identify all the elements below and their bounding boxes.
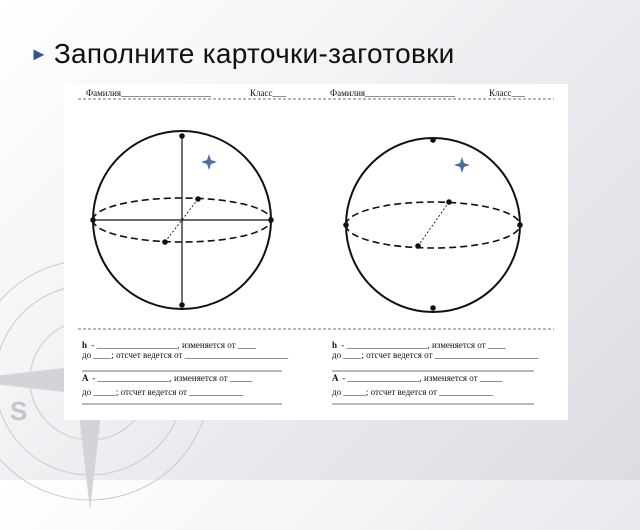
nadir-point bbox=[430, 305, 436, 311]
title-text: Заполните карточки-заготовки bbox=[53, 38, 455, 69]
card-2-a-text: - ________________, изменяется от _____ bbox=[340, 373, 503, 383]
south-point bbox=[162, 239, 168, 245]
equator-back bbox=[346, 202, 520, 225]
card-1-h-symbol: h bbox=[82, 340, 88, 350]
watermark-letter: S bbox=[10, 396, 28, 426]
four-point-star-icon bbox=[201, 154, 217, 170]
card-2-a-cont: до _____; отсчет ведется от ____________ bbox=[332, 387, 494, 397]
card-2-h-text: - __________________, изменяется от ____ bbox=[339, 340, 506, 350]
west-point bbox=[343, 222, 349, 228]
sphere-1 bbox=[90, 131, 274, 309]
nadir-point bbox=[179, 302, 185, 308]
sphere-2 bbox=[343, 137, 523, 312]
east-point bbox=[268, 217, 274, 223]
card-1-surname: Фамилия____________________ bbox=[86, 88, 212, 98]
west-point bbox=[90, 217, 96, 223]
equator-front bbox=[346, 225, 520, 248]
card-1-h-cont: до ____; отсчет ведется от _______________________ bbox=[82, 350, 289, 360]
card-1-a-symbol: A bbox=[82, 373, 89, 383]
slide-title bbox=[30, 38, 455, 70]
triangle-bullet-icon: ► bbox=[30, 44, 48, 64]
card-2-surname: Фамилия____________________ bbox=[330, 88, 456, 98]
worksheet-drawing bbox=[64, 84, 568, 420]
south-point bbox=[415, 243, 421, 249]
north-point bbox=[446, 199, 452, 205]
card-1-a-text: - ________________, изменяется от _____ bbox=[90, 373, 253, 383]
four-point-star-icon bbox=[454, 157, 470, 173]
card-2-class: Класс___ bbox=[489, 88, 525, 98]
card-2-h-symbol: h bbox=[332, 340, 338, 350]
worksheet-image bbox=[64, 84, 568, 420]
card-2-a-symbol: A bbox=[332, 373, 339, 383]
north-point bbox=[195, 196, 201, 202]
zenith-point bbox=[430, 137, 436, 143]
east-point bbox=[517, 222, 523, 228]
card-1-h-text: - __________________, изменяется от ____ bbox=[89, 340, 256, 350]
card-1-class: Класс___ bbox=[250, 88, 286, 98]
card-2-h-cont: до ____; отсчет ведется от _______________________ bbox=[332, 350, 539, 360]
radius-line bbox=[418, 202, 449, 246]
card-1-a-cont: до _____; отсчет ведется от ____________ bbox=[82, 387, 244, 397]
zenith-point bbox=[179, 133, 185, 139]
